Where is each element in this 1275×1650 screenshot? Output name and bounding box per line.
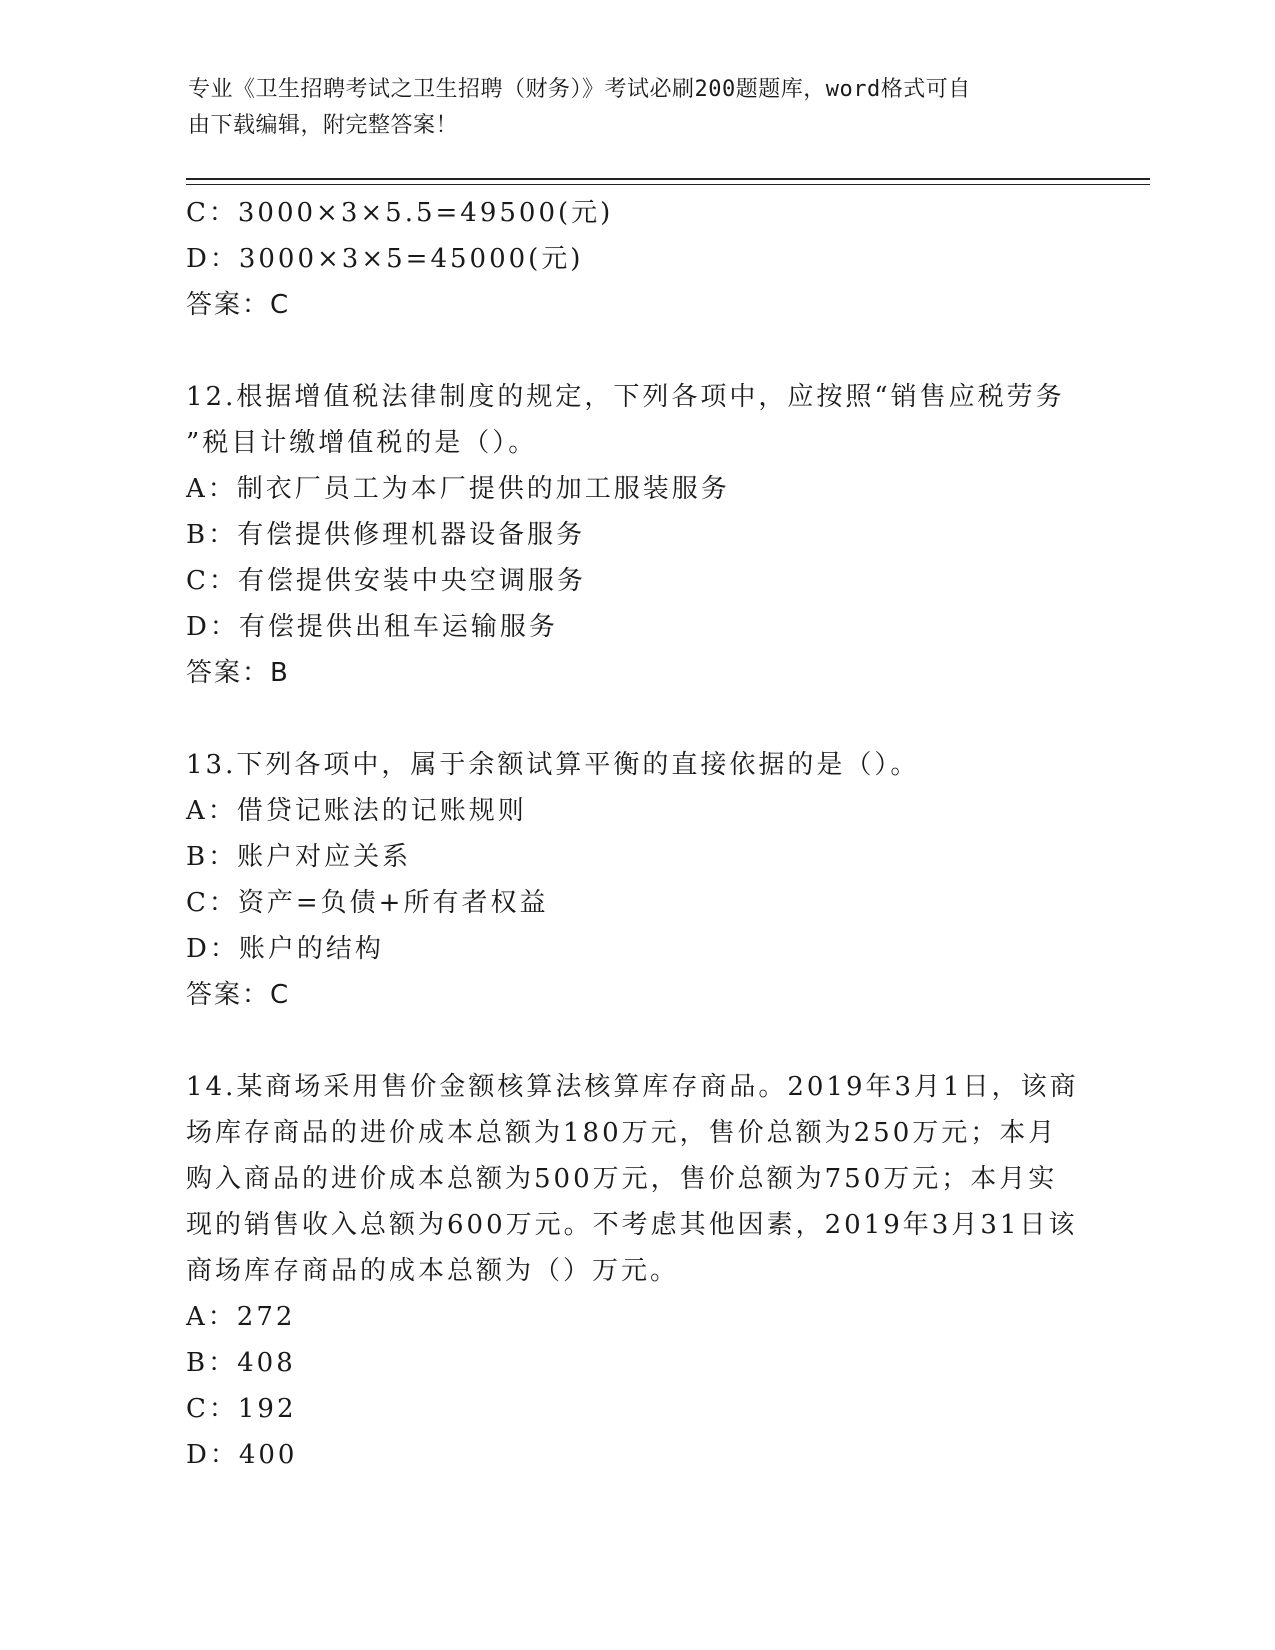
option-d: D：400 [186, 1440, 298, 1470]
question-14-line-5: 商场库存商品的成本总额为（）万元。 [186, 1256, 680, 1286]
answer: 答案：C [186, 980, 291, 1010]
option-c: C：192 [186, 1394, 297, 1424]
option-c: C：资产=负债+所有者权益 [186, 888, 549, 918]
question-14-line-4: 现的销售收入总额为600万元。不考虑其他因素，2019年3月31日该 [186, 1210, 1078, 1240]
option-b: B：账户对应关系 [186, 842, 412, 872]
option-a: A：制衣厂员工为本厂提供的加工服装服务 [186, 474, 730, 504]
question-14-line-1: 14.某商场采用售价金额核算法核算库存商品。2019年3月1日，该商 [186, 1072, 1079, 1102]
question-14-line-3: 购入商品的进价成本总额为500万元，售价总额为750万元；本月实 [186, 1164, 1058, 1194]
header-rule-thin [186, 184, 1150, 185]
header-line-2: 由下载编辑，附完整答案！ [188, 113, 459, 138]
question-14-line-2: 场库存商品的进价成本总额为180万元，售价总额为250万元；本月 [186, 1118, 1058, 1148]
question-content [186, 190, 1086, 1478]
answer: 答案：B [186, 658, 290, 688]
answer: 答案：C [186, 290, 291, 320]
option-d: D：3000×3×5=45000(元) [186, 244, 584, 274]
option-d: D：有偿提供出租车运输服务 [186, 612, 558, 642]
question-13-line-1: 13.下列各项中，属于余额试算平衡的直接依据的是（）。 [186, 750, 920, 780]
option-b: B：有偿提供修理机器设备服务 [186, 520, 586, 550]
header-rule-thick [186, 178, 1150, 180]
option-c: C：3000×3×5.5=49500(元) [186, 198, 614, 228]
option-d: D：账户的结构 [186, 934, 384, 964]
option-c: C：有偿提供安装中央空调服务 [186, 566, 586, 596]
document-header [188, 72, 1068, 144]
question-12-line-1: 12.根据增值税法律制度的规定，下列各项中，应按照“销售应税劳务 [186, 382, 1065, 412]
option-a: A：借贷记账法的记账规则 [186, 796, 527, 826]
header-line-1: 专业《卫生招聘考试之卫生招聘（财务）》考试必刷200题题库，word格式可自 [188, 77, 971, 102]
option-b: B：408 [186, 1348, 296, 1378]
option-a: A：272 [186, 1302, 296, 1332]
question-12-line-2: ”税目计缴增值税的是（）。 [186, 428, 538, 458]
